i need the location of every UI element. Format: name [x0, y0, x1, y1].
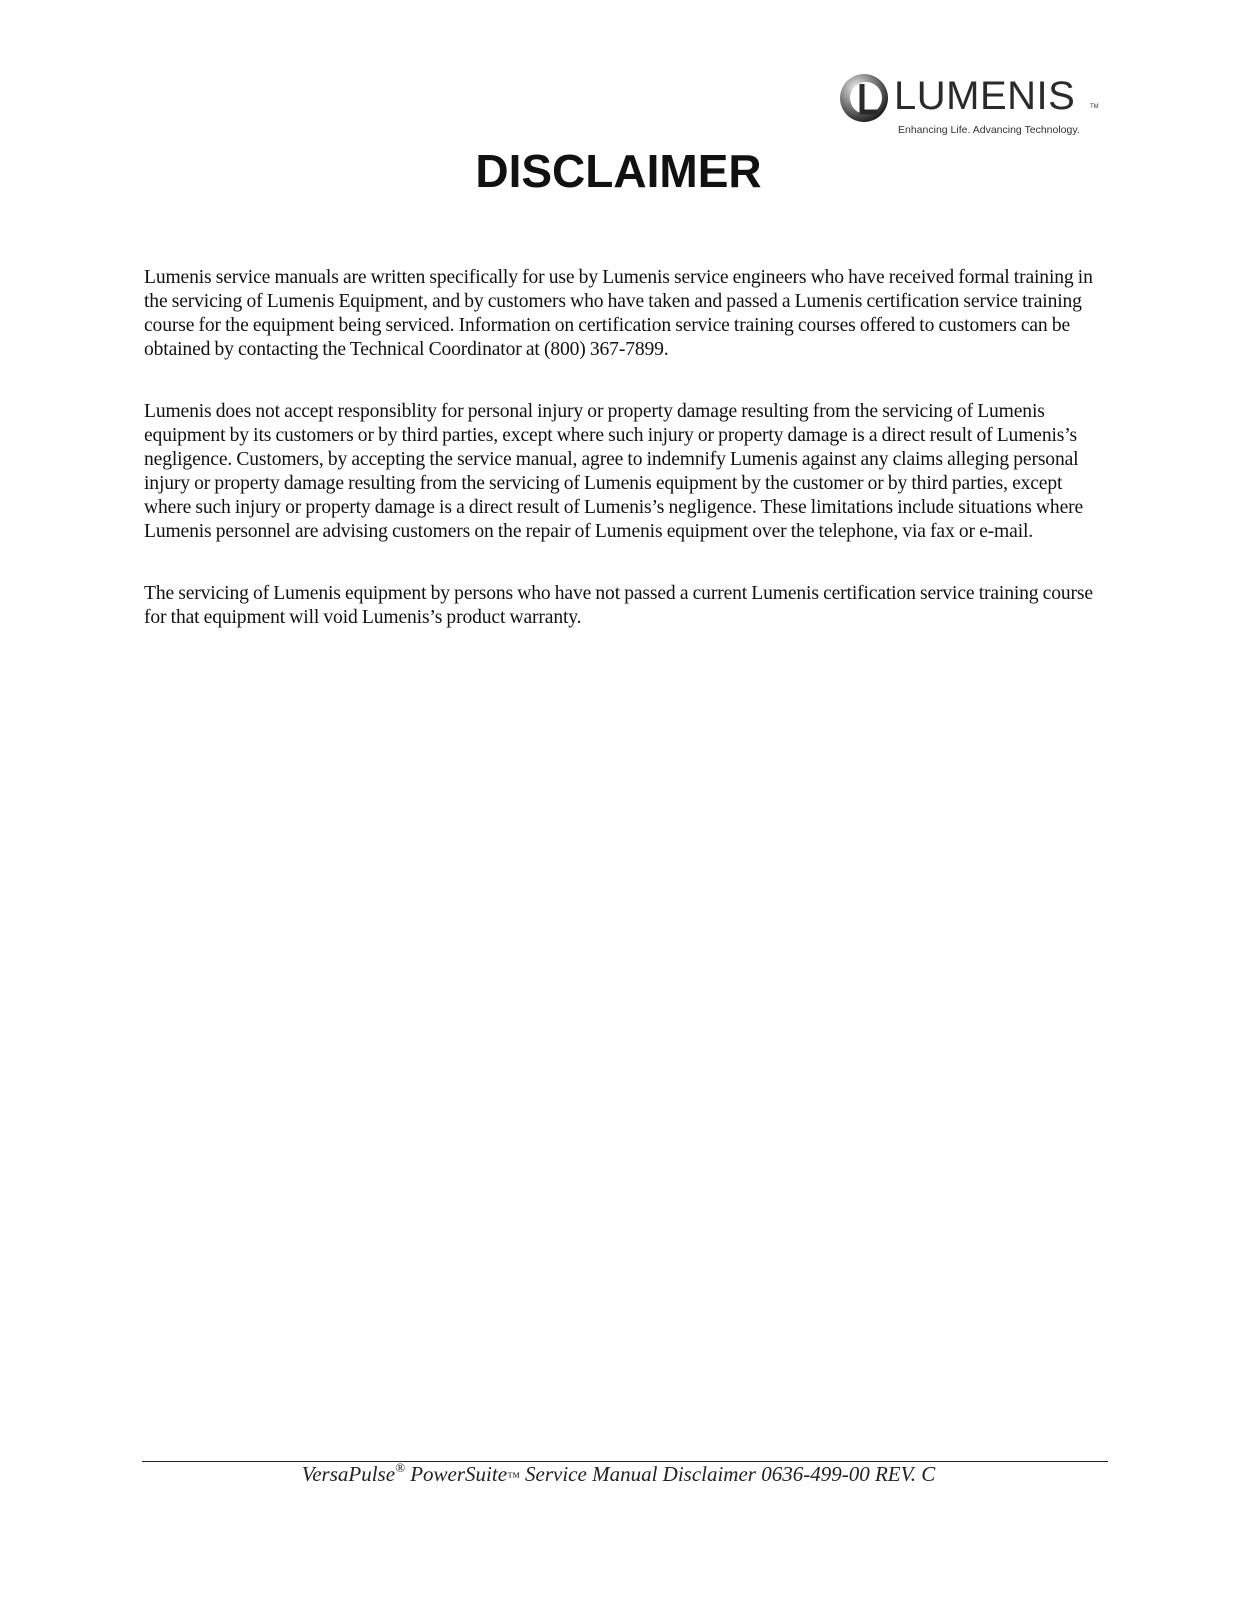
footer-registered-mark: ® [395, 1460, 405, 1475]
footer-trademark: ™ [507, 1469, 520, 1484]
footer-suite: PowerSuite [404, 1462, 508, 1486]
disclaimer-paragraph: The servicing of Lumenis equipment by persons who have not passed a current Lumenis certification service training course for that equipment will void Lumenis’s product warranty. [144, 583, 1093, 628]
disclaimer-body [144, 266, 1109, 668]
logo-tagline: Enhancing Life. Advancing Technology. [898, 124, 1080, 136]
logo-trademark: TM [1090, 104, 1099, 110]
logo-wordmark: LUMENIS [894, 74, 1076, 118]
footer-document-id: Service Manual Disclaimer 0636-499-00 REV. C [519, 1462, 936, 1486]
disclaimer-paragraph: Lumenis service manuals are written specifically for use by Lumenis service engineers who have received formal training in the servicing of Lumenis Equipment, and by customers who have taken and passed a Lumenis certification service training course for the equipment being serviced. Information on certification service training courses offered to customers can be obtained by contacting the Technical Coordinator at (800) 367-7899. [144, 267, 1093, 360]
page-footer [0, 1462, 1237, 1487]
footer-product: VersaPulse [301, 1462, 396, 1486]
disclaimer-paragraph: Lumenis does not accept responsiblity for personal injury or property damage resulting from the servicing of Lumenis equipment by its customers or by third parties, except where such injury or property damage is a direct result of Lumenis’s negligence. Customers, by accepting the service manual, agree to indemnify Lumenis against any claims alleging personal injury or property damage resulting from the servicing of Lumenis equipment by the customer or by third parties, except where such injury or property damage is a direct result of Lumenis’s negligence. These limitations include situations where Lumenis personnel are advising customers on the repair of Lumenis equipment over the telephone, via fax or e-mail. [144, 401, 1084, 542]
page-title: DISCLAIMER [475, 145, 762, 197]
lumenis-logo-mark-icon [838, 72, 890, 124]
lumenis-logo [838, 72, 1108, 142]
